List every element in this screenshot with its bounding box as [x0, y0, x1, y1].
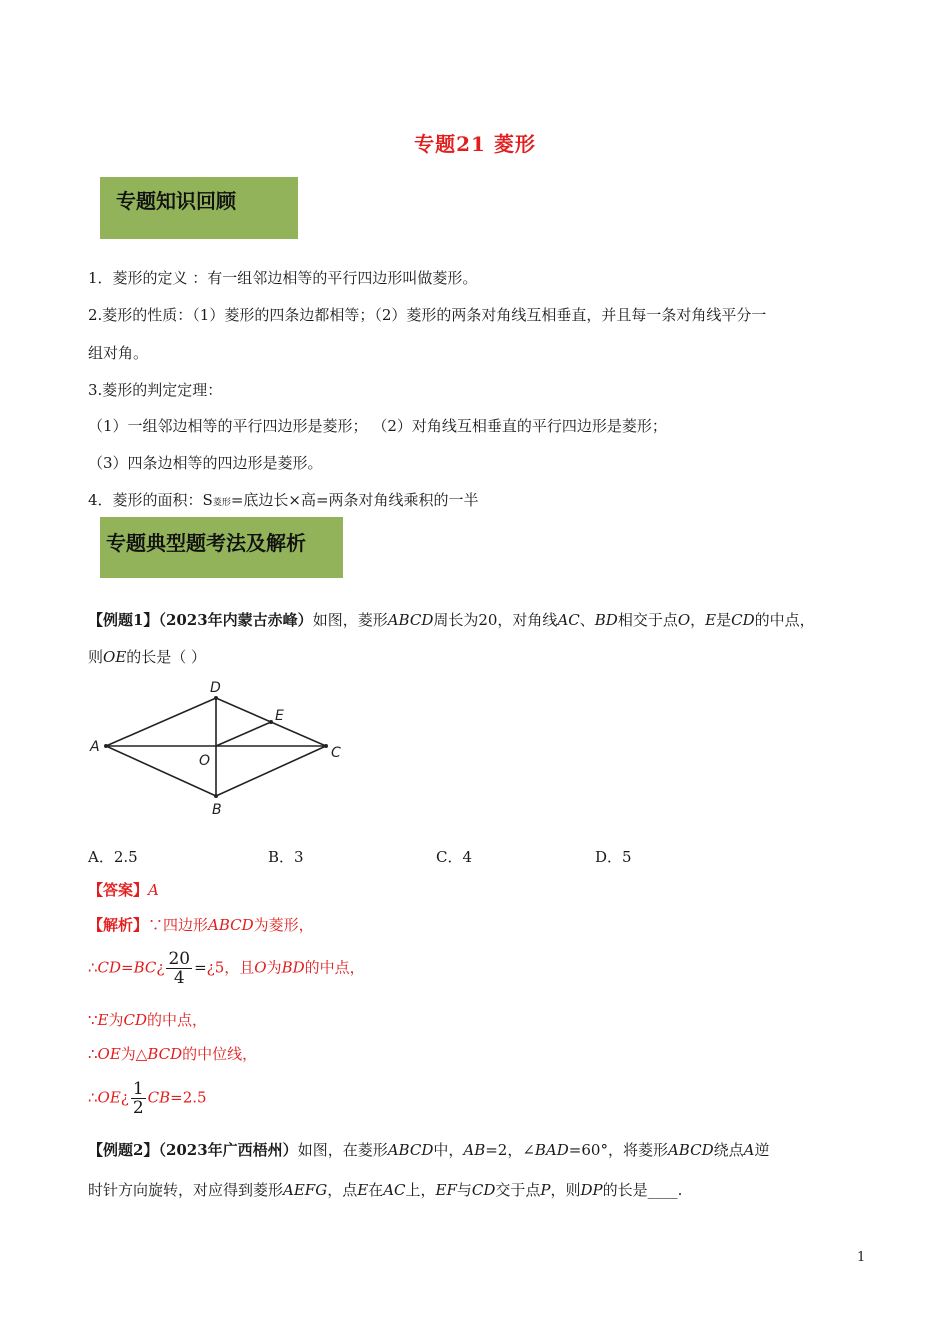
text: ∴ [88, 958, 98, 977]
text: ∵四边形 [148, 916, 209, 934]
area-suffix: =底边长×高=两条对角线乘积的一半 [230, 491, 479, 509]
text: ∵ [88, 1011, 98, 1029]
text: 交于点 [495, 1181, 541, 1199]
text: ¿ [156, 958, 165, 977]
analysis-line-4 [88, 1044, 257, 1064]
example2-question-line2 [88, 1180, 682, 1200]
text: ， [690, 611, 706, 629]
text: 为△ [120, 1045, 148, 1063]
knowledge-line-3a: （1）一组邻边相等的平行四边形是菱形； （2）对角线互相垂直的平行四边形是菱形； [88, 417, 667, 435]
text: 如图，菱形 [312, 611, 388, 629]
point-a [104, 744, 108, 748]
text: ∴ [88, 1088, 98, 1107]
area-prefix: 4．菱形的面积：S [88, 491, 213, 509]
var: E [705, 611, 717, 629]
knowledge-line-2b: 组对角。 [88, 344, 149, 362]
text: 的长是____. [602, 1181, 683, 1199]
section-title-examples: 专题典型题考法及解析 [106, 531, 306, 555]
segment-oe [216, 722, 271, 746]
example1-label: 【例题1】 [88, 611, 159, 629]
var: ABCD [387, 1141, 434, 1159]
text: ，则 [550, 1181, 581, 1199]
var: EF [435, 1181, 457, 1199]
option-a: A．2.5 [88, 848, 138, 866]
text: 的长是（ ） [126, 648, 207, 666]
text: 在 [368, 1181, 384, 1199]
text: 5，且 [214, 958, 255, 977]
label-b: B [212, 802, 222, 818]
label-a: A [90, 739, 100, 755]
text: 的中点， [147, 1011, 208, 1029]
text: 为菱形， [253, 916, 314, 934]
text: 的中点， [754, 611, 815, 629]
text: 中， [433, 1141, 464, 1159]
text: ¿ [206, 958, 215, 977]
label-d: D [210, 680, 221, 696]
text: =2， [485, 1141, 523, 1159]
var: DP [580, 1181, 603, 1199]
knowledge-line-2a: 2.菱形的性质：（1）菱形的四条边都相等；（2）菱形的两条对角线互相垂直，并且每一条对角线平分一 [88, 306, 767, 324]
text: 上， [405, 1181, 436, 1199]
point-b [214, 794, 218, 798]
text: 与 [456, 1181, 472, 1199]
text: 相交于点 [617, 611, 678, 629]
example1-question-line1 [88, 610, 815, 630]
example1-source: （2023年内蒙古赤峰） [158, 611, 313, 629]
option-c: C．4 [436, 848, 473, 866]
example2-source: （2023年广西梧州） [158, 1141, 298, 1159]
text: 则 [88, 648, 104, 666]
analysis-line-3 [88, 1010, 207, 1030]
answer-label: 【答案】 [88, 881, 149, 899]
text: 周长为20，对角线 [433, 611, 558, 629]
knowledge-line-3: 3.菱形的判定定理： [88, 381, 223, 399]
var: CD [123, 1011, 148, 1029]
text: 绕点 [713, 1141, 744, 1159]
point-c [324, 744, 328, 748]
var: ABCD [387, 611, 434, 629]
answer-value: A [148, 881, 159, 899]
var: O [254, 958, 267, 977]
var: A [743, 1141, 755, 1159]
var: AC [557, 611, 580, 629]
denominator: 4 [173, 968, 185, 988]
example1-question-line2 [88, 647, 206, 667]
var: CD [471, 1181, 496, 1199]
var: OE [97, 1088, 121, 1107]
text: ∴ [88, 1045, 98, 1063]
text: 的中位线， [182, 1045, 258, 1063]
example1-answer [88, 880, 159, 900]
denominator: 2 [132, 1098, 144, 1118]
text: =2.5 [170, 1088, 207, 1107]
page-number: 1 [857, 1250, 866, 1265]
var: CD [731, 611, 755, 629]
fraction-1-over-2 [131, 1080, 146, 1117]
example2-question-line1 [88, 1140, 769, 1160]
var: ABCD [667, 1141, 714, 1159]
text: ，点 [327, 1181, 358, 1199]
knowledge-line-4 [88, 490, 479, 513]
fraction-20-over-4 [166, 950, 192, 987]
label-o: O [199, 753, 211, 769]
text: 逆 [754, 1141, 770, 1159]
var: ABCD [208, 916, 254, 934]
example2-label: 【例题2】 [88, 1141, 159, 1159]
option-b: B．3 [268, 848, 304, 866]
var: AEFG [283, 1181, 328, 1199]
rhombus-figure [88, 676, 358, 818]
text: =60°，将菱形 [568, 1141, 668, 1159]
knowledge-line-3b: （3）四条边相等的四边形是菱形。 [88, 454, 323, 472]
var: CD=BC [97, 958, 157, 977]
var: ∠BAD [522, 1141, 569, 1159]
page-title: 专题21 菱形 [414, 132, 536, 156]
var: O [677, 611, 691, 629]
var: E [97, 1011, 109, 1029]
var: BD [594, 611, 618, 629]
text: 是 [716, 611, 732, 629]
text: 的中点， [304, 958, 365, 977]
var: P [540, 1181, 551, 1199]
text: 为 [108, 1011, 124, 1029]
label-e: E [275, 708, 284, 724]
analysis-line-5 [88, 1080, 207, 1117]
analysis-line-1 [88, 915, 314, 935]
point-e [269, 720, 273, 724]
knowledge-line-1: 1．菱形的定义 ：有一组邻边相等的平行四边形叫做菱形。 [88, 269, 478, 287]
var: AB [463, 1141, 486, 1159]
text: 为 [266, 958, 282, 977]
area-subscript: 菱形 [212, 498, 231, 508]
var: E [357, 1181, 369, 1199]
numerator: 1 [132, 1079, 144, 1099]
text: 如图，在菱形 [297, 1141, 388, 1159]
analysis-line-2 [88, 950, 365, 987]
text: 时针方向旋转，对应得到菱形 [88, 1181, 284, 1199]
numerator: 20 [168, 949, 191, 969]
section-title-knowledge: 专题知识回顾 [116, 189, 236, 213]
option-d: D．5 [595, 848, 632, 866]
label-c: C [331, 745, 341, 761]
text: ¿ [120, 1088, 129, 1107]
var: BCD [147, 1045, 183, 1063]
analysis-label: 【解析】 [88, 916, 149, 934]
point-d [214, 696, 218, 700]
var: BD [281, 958, 305, 977]
var: OE [103, 648, 127, 666]
text: 、 [579, 611, 595, 629]
var: OE [97, 1045, 121, 1063]
var: CB [147, 1088, 171, 1107]
text: = [194, 958, 207, 977]
var: AC [383, 1181, 406, 1199]
